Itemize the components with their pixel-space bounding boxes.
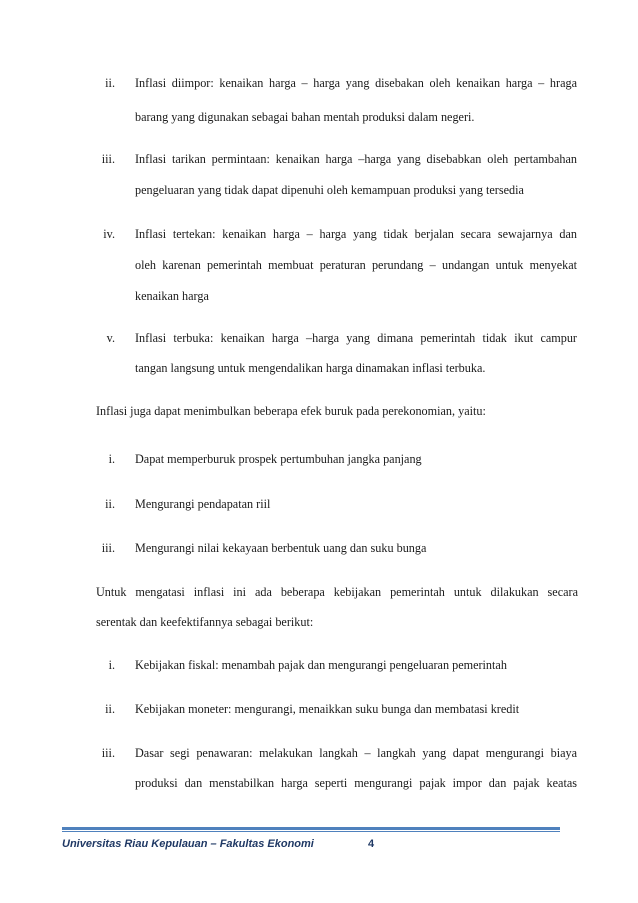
list-number: ii. [105, 702, 115, 716]
paragraph: Inflasi juga dapat menimbulkan beberapa efek buruk pada perekonomian, yaitu: [96, 404, 486, 418]
list-number: i. [108, 658, 115, 672]
paragraph-line: serentak dan keefektifannya sebagai berikut: [96, 615, 314, 629]
list-text-line: Dasar segi penawaran: melakukan langkah – langkah yang dapat mengurangi biaya [135, 746, 577, 760]
list-number: v. [106, 331, 115, 345]
footer-rule [62, 827, 560, 830]
list-number: iii. [101, 746, 115, 760]
list-number: i. [108, 452, 115, 466]
list-text-line: kenaikan harga [135, 289, 209, 303]
list-text-line: tangan langsung untuk mengendalikan harga dinamakan inflasi terbuka. [135, 361, 486, 375]
list-number: ii. [105, 76, 115, 90]
list-text-line: produksi dan menstabilkan harga seperti mengurangi pajak impor dan pajak keatas [135, 776, 577, 790]
list-number: ii. [105, 497, 115, 511]
list-text-line: barang yang digunakan sebagai bahan mentah produksi dalam negeri. [135, 110, 475, 124]
list-number: iii. [101, 541, 115, 555]
footer-rule-thin [62, 831, 560, 832]
footer-institution: Universitas Riau Kepulauan – Fakultas Ekonomi [62, 838, 314, 850]
list-number: iii. [101, 152, 115, 166]
list-text-line: Inflasi terbuka: kenaikan harga –harga yang dimana pemerintah tidak ikut campur [135, 331, 577, 345]
list-text-line: Inflasi tarikan permintaan: kenaikan harga –harga yang disebabkan oleh pertambahan [135, 152, 577, 166]
list-text-line: oleh karenan pemerintah membuat peraturan perundang – undangan untuk menyekat [135, 258, 577, 272]
list-text-line: pengeluaran yang tidak dapat dipenuhi oleh kemampuan produksi yang tersedia [135, 183, 524, 197]
list-number: iv. [103, 227, 115, 241]
page-number: 4 [368, 838, 375, 850]
list-text-line: Inflasi tertekan: kenaikan harga – harga yang tidak berjalan secara sewajarnya dan [135, 227, 577, 241]
list-text-line: Dapat memperburuk prospek pertumbuhan jangka panjang [135, 452, 422, 466]
list-text-line: Mengurangi pendapatan riil [135, 497, 271, 511]
list-text-line: Kebijakan moneter: mengurangi, menaikkan suku bunga dan membatasi kredit [135, 702, 520, 716]
paragraph-line: Untuk mengatasi inflasi ini ada beberapa kebijakan pemerintah untuk dilakukan secara [96, 585, 578, 599]
list-text-line: Inflasi diimpor: kenaikan harga – harga yang disebakan oleh kenaikan harga – hraga [135, 76, 577, 90]
list-text-line: Mengurangi nilai kekayaan berbentuk uang dan suku bunga [135, 541, 427, 555]
list-text-line: Kebijakan fiskal: menambah pajak dan mengurangi pengeluaran pemerintah [135, 658, 507, 672]
